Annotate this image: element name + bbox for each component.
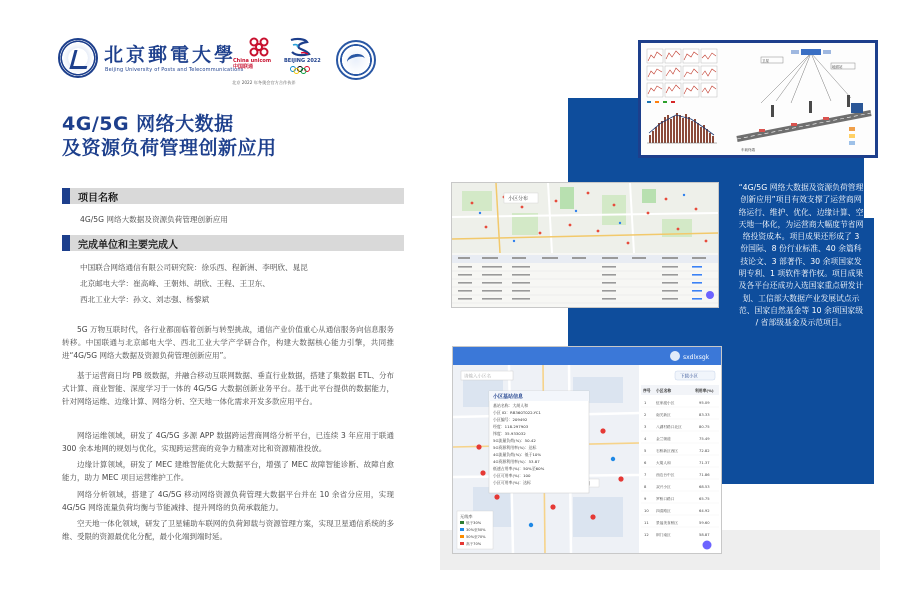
info-row: 低速占用率(%)：50%至60% (493, 466, 545, 471)
row-name[interactable]: 四清路区 (656, 509, 671, 513)
diagram-label-vehicle: 车载终端 (741, 148, 755, 152)
row-name[interactable]: 南关新区 (656, 413, 671, 417)
row-name[interactable]: 荆门南区 (656, 533, 671, 537)
satellite-network-screenshot (638, 40, 878, 158)
unit-line-bupt: 北京邮电大学：崔高峰、王朝炜、胡欣、王程、王卫东、 (80, 279, 270, 288)
info-row: 小区 ID：RB360T022-YC1 (493, 410, 541, 415)
info-row: 基站名称：大胡人和 (493, 403, 529, 408)
row-util: 68.53 (699, 485, 710, 489)
legend-title: 无线率 (460, 514, 473, 519)
row-index: 11 (644, 521, 649, 525)
row-util: 72.82 (699, 449, 710, 453)
row-name[interactable]: 景福美食桥区 (656, 521, 679, 525)
info-row: 4G流量负荷(%)：低于10% (493, 452, 542, 457)
project-description: “4G/5G 网络大数据及资源负荷管理创新应用”项目有效支撑了运营商网络运行、维护、优化、边缘计算、空天地一体化，为运营商大幅度节省网络投资成本。项目成果还形成了 3 份国际、8 份行业标准、40 余篇科技论文、3 部著作、30 余项国家发明专利、1 项软件著作权。项目成果及各平台还成功入选国家重点研发计划、工信部大数据产业发展试点示范、国家自然基金等 10 余项国家级 / 省部级基金及示范项目。 (738, 183, 864, 328)
section-label-project-name: 项目名称 (78, 193, 118, 204)
info-row: 4G资源利用率(%)：53.87 (493, 459, 540, 464)
beijing-2022-wordmark: BEIJING 2022 (284, 58, 321, 64)
row-name[interactable]: 伍家渡小区 (656, 401, 675, 405)
legend-item: 高于70% (466, 542, 482, 546)
china-unicom-knot-logo (247, 36, 271, 58)
satellite-diagram (641, 43, 875, 155)
row-util: 95.09 (699, 401, 710, 405)
table-header-name: 小区名称 (656, 388, 672, 393)
row-util: 59.60 (699, 521, 710, 525)
row-index: 12 (644, 533, 649, 537)
row-index: 4 (644, 437, 647, 441)
nwpu-seal-logo (336, 40, 376, 80)
legend-item: 30%至50% (466, 528, 486, 532)
cell-map-table-screenshot (451, 182, 719, 308)
bupt-name-cn: 北京郵電大學 (104, 44, 237, 66)
table-header-index: 序号 (643, 388, 651, 393)
row-util: 71.86 (699, 473, 710, 477)
row-name[interactable]: 金兰街道 (656, 437, 671, 441)
row-name[interactable]: 八湖村路口北区 (656, 425, 682, 429)
body-paragraph-2: 基于运营商日均 PB 级数据，并融合移动互联网数据、垂直行业数据，搭建了集数据 ETL、分布式计算、商业智能、深度学习于一体的 4G/5G 大数据创新业务平台。基于此平台提供的数据能力，针对网络运维、边缘计算、网络分析、空天地一体化需求开发多款应用平台。 (62, 371, 394, 407)
row-index: 2 (644, 413, 647, 417)
row-index: 3 (644, 425, 647, 429)
legend-item: 50%至70% (466, 535, 486, 539)
row-util: 83.33 (699, 413, 710, 417)
cell-load-app-panel (453, 347, 721, 553)
info-row: 5G流量负荷(%)：50.42 (493, 438, 536, 443)
row-util: 64.92 (699, 509, 710, 513)
row-name[interactable]: 双兴小区 (656, 485, 671, 489)
china-unicom-wordmark: China unicom 中国联通 (233, 58, 272, 70)
row-name[interactable]: 西边台中区 (656, 473, 675, 477)
table-header-util: 利用率(%) (695, 388, 714, 393)
info-row: 5G资源利用率(%)：达标 (493, 445, 537, 450)
row-util: 75.49 (699, 437, 710, 441)
section-bar-project-name (62, 188, 404, 204)
body-paragraph-6: 空天地一体化领域，研发了卫星辅助车联网的负荷卸载与资源管理方案，实现卫星通信系统的多维、受限的资源最优化分配，最小化端到端时延。 (62, 519, 394, 542)
row-index: 5 (644, 449, 647, 453)
row-index: 10 (644, 509, 649, 513)
row-index: 1 (644, 401, 647, 405)
row-index: 8 (644, 485, 647, 489)
row-index: 6 (644, 461, 647, 465)
row-name[interactable]: 罗桥口路口 (656, 497, 675, 501)
body-paragraph-4: 边缘计算领域，研发了 MEC 建维智能优化大数据平台，增强了 MEC 故障智能诊断、故障自愈能力，助力 MEC 项目运营维护工作。 (62, 460, 394, 483)
diagram-label-satellite: 卫星 (762, 59, 769, 63)
row-util: 58.87 (699, 533, 710, 537)
info-row: 小区编号：209492 (493, 417, 528, 422)
unit-line-unicom: 中国联合网络通信有限公司研究院：徐乐西、程新洲、李明欣、晁昆 (80, 263, 308, 272)
section-bar-units (62, 235, 404, 251)
body-paragraph-3: 网络运维领域，研发了 4G/5G 多源 APP 数据跨运营商网络分析平台，已连续 3 年应用于联通 300 余本地网的规划与优化，实现跨运营商的竞争力精准对比和资源精准投放。 (62, 431, 394, 454)
info-row: 纬度：35.933032 (493, 431, 526, 436)
body-paragraph-1: 5G 万物互联时代，各行业都面临着创新与转型挑战，通信产业价值重心从通信服务向信息服务转移。中国联通与北京邮电大学、西北工业大学产学研合作，构建大数据核心能力引擎，共同推进“4G/5G 网络大数据及资源负荷管理创新应用”。 (62, 325, 394, 361)
page-title-line-2: 及资源负荷管理创新应用 (62, 137, 277, 159)
cell-load-app-screenshot (452, 346, 722, 554)
row-util: 71.37 (699, 461, 710, 465)
unit-line-nwpu: 西北工业大学：孙文、刘志强、杨黎斌 (80, 295, 210, 304)
info-row: 小区可用率(%)：100 (493, 473, 531, 478)
info-popup-title: 小区基站信息 (493, 394, 524, 400)
bupt-name-en: Beijing University of Posts and Telecommunications (105, 67, 244, 73)
row-name[interactable]: 石桥新区西区 (656, 449, 679, 453)
map-title-cell-distribution: 小区分布 (508, 196, 529, 202)
row-util: 65.75 (699, 497, 710, 501)
official-partner-line: 北京 2022 年冬奥会官方合作伙伴 (232, 80, 296, 85)
beijing-2022-emblem (287, 36, 313, 58)
row-name[interactable]: 大胡人和 (656, 461, 671, 465)
legend-item: 低于30% (466, 521, 482, 525)
project-name-value: 4G/5G 网络大数据及资源负荷管理创新应用 (80, 215, 228, 224)
body-paragraph-5: 网络分析领域，搭建了 4G/5G 移动网络资源负荷管理大数据平台并在 10 余省分应用，实现 4G/5G 网络流量负荷均衡与节能减排、提升网络的负荷承载能力。 (62, 490, 394, 513)
page-title-line-1: 4G/5G 网络大数据 (62, 113, 234, 135)
download-cells-button[interactable]: 下载小区 (680, 374, 698, 380)
bupt-seal-logo (58, 38, 98, 78)
row-index: 7 (644, 473, 647, 477)
section-label-units: 完成单位和主要完成人 (78, 240, 178, 251)
cell-map-panel (452, 183, 718, 307)
info-row: 小区可用率(%)：达标 (493, 480, 531, 485)
user-name: sxdlxsgk (683, 354, 710, 361)
olympic-rings-icon (289, 66, 311, 74)
row-util: 80.75 (699, 425, 710, 429)
diagram-label-ground-station: 地面站 (832, 65, 843, 69)
row-index: 9 (644, 497, 647, 501)
cell-search-input[interactable]: 请输入小区名 (464, 374, 491, 380)
info-row: 经度：118.297903 (493, 424, 529, 429)
